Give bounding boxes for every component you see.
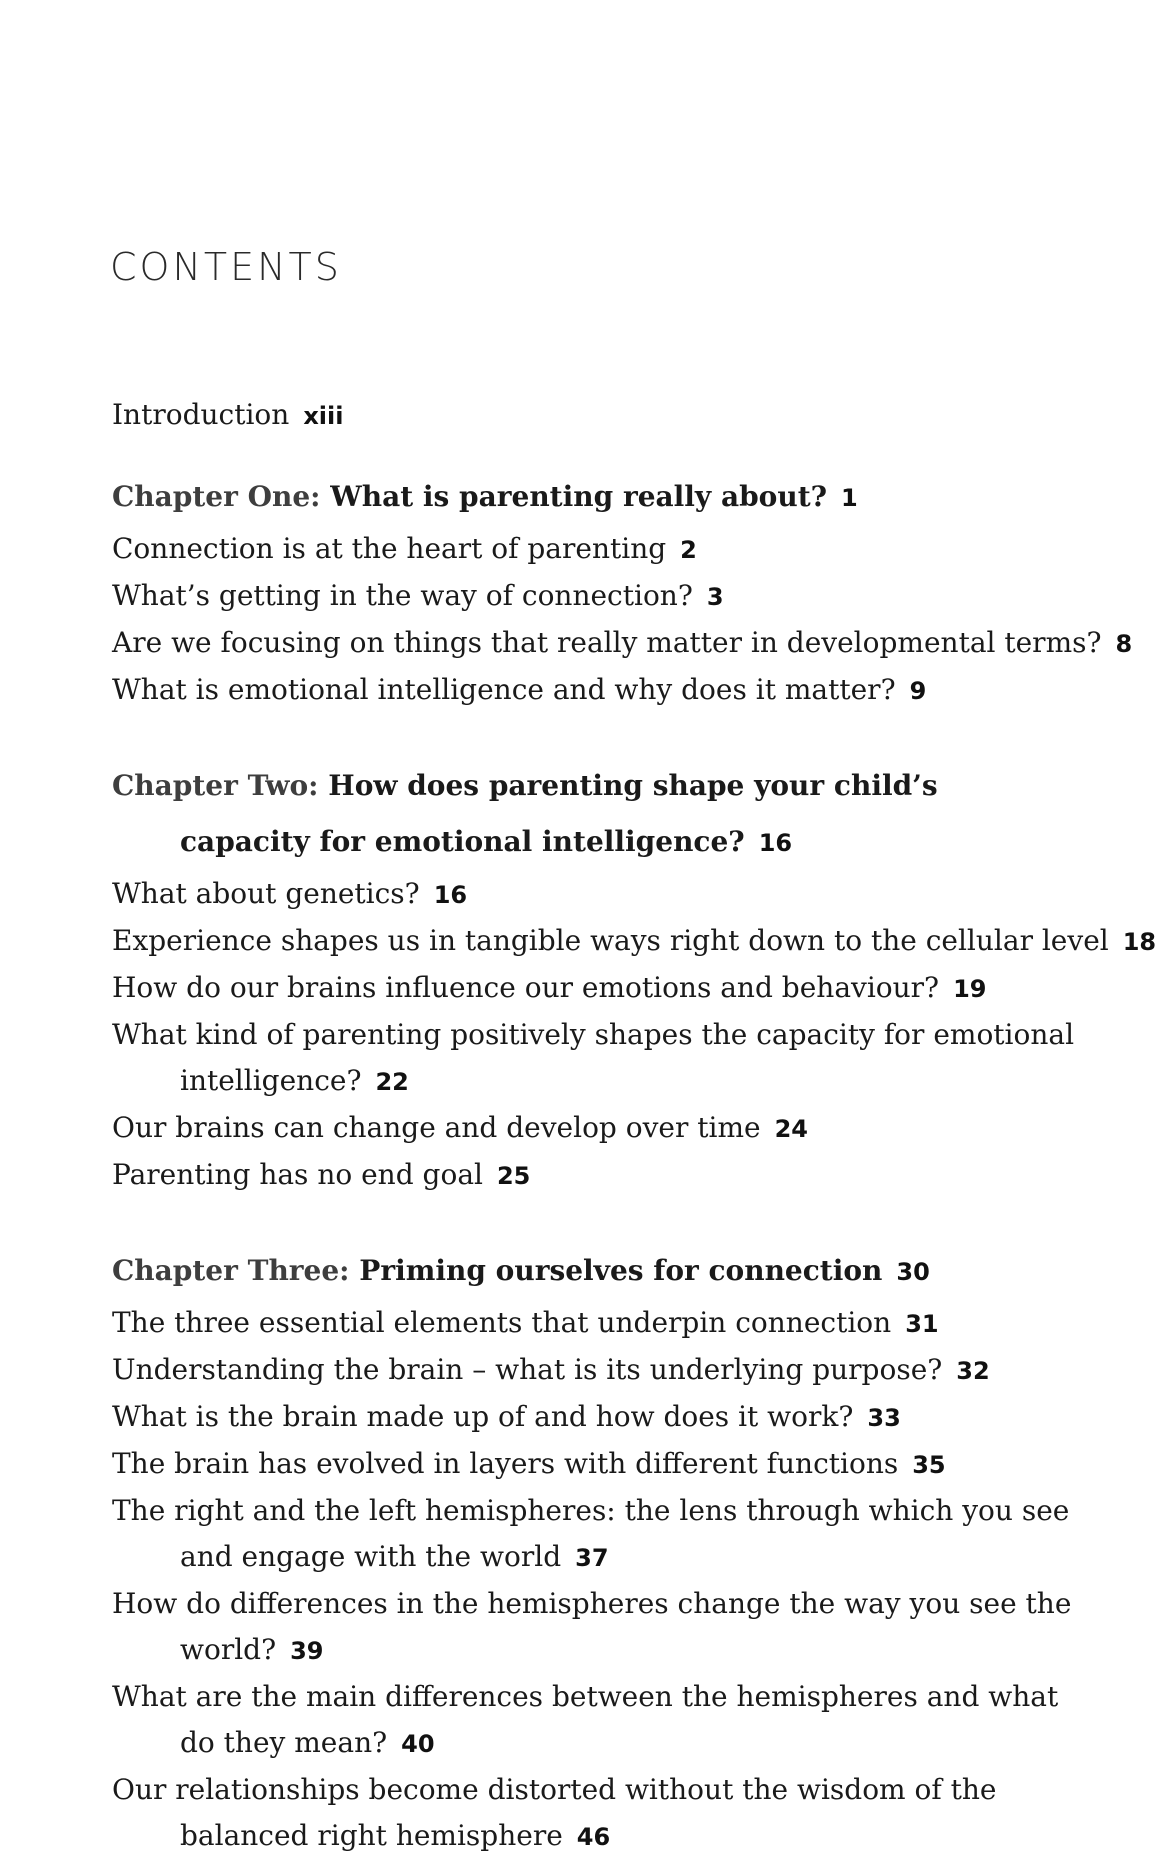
chapter-number: Chapter Two:	[112, 769, 319, 802]
toc-section	[112, 1674, 1072, 1767]
toc-section-title: Are we focusing on things that really matter in developmental terms?	[112, 626, 1102, 659]
toc-page-number: 30	[896, 1258, 930, 1286]
toc-page-number: 3	[706, 583, 724, 611]
chapter-heading	[112, 1243, 1072, 1300]
toc-section-line-2	[112, 1534, 1072, 1581]
toc-section-title-line-1: Our relationships become distorted without the wisdom of the	[112, 1773, 997, 1806]
toc-section	[112, 573, 1072, 620]
toc-section-title-line-2: balanced right hemisphere	[180, 1819, 563, 1852]
toc-page-number: 24	[774, 1115, 809, 1143]
toc-section	[112, 1347, 1072, 1394]
toc-page-number: 35	[912, 1451, 946, 1479]
toc-section-title-line-2: intelligence?	[180, 1064, 362, 1097]
toc-section-line-2	[112, 1627, 1072, 1674]
toc-page-number: 40	[401, 1730, 435, 1758]
toc-section	[112, 1488, 1072, 1581]
table-of-contents	[112, 392, 1156, 1860]
toc-page-number: 18	[1122, 928, 1156, 956]
toc-section	[112, 620, 1133, 667]
toc-page-number: 2	[680, 536, 697, 564]
toc-section-title-line-2: world?	[180, 1633, 277, 1666]
toc-section-title: What is the brain made up of and how does it work?	[112, 1400, 854, 1433]
chapter-title: Priming ourselves for connection	[359, 1254, 883, 1287]
chapter-title-line-2: capacity for emotional intelligence?	[180, 825, 745, 858]
toc-section	[112, 871, 1072, 918]
chapter-heading	[112, 758, 1072, 871]
toc-section-title-line-2: and engage with the world	[180, 1540, 562, 1573]
toc-section	[112, 1394, 1072, 1441]
toc-section-line-2	[112, 1058, 1072, 1105]
toc-section-title: Connection is at the heart of parenting	[112, 532, 667, 565]
toc-page-number: 46	[576, 1823, 611, 1851]
toc-section-title-line-1: What kind of parenting positively shapes the capacity for emotional	[112, 1018, 1075, 1051]
toc-section-title: How do our brains influence our emotions and behaviour?	[112, 971, 940, 1004]
toc-section	[112, 918, 1156, 965]
toc-page-number: 16	[758, 829, 793, 857]
toc-section-title: Experience shapes us in tangible ways right down to the cellular level	[112, 924, 1109, 957]
toc-section-line-2	[112, 1813, 1072, 1860]
toc-section	[112, 1152, 1072, 1199]
toc-entry-title: Introduction	[112, 398, 290, 431]
toc-section	[112, 526, 1072, 573]
toc-section-title: The three essential elements that underpin connection	[112, 1306, 892, 1339]
chapter-heading	[112, 469, 1072, 526]
toc-section	[112, 1581, 1072, 1674]
toc-page-number: 9	[909, 677, 927, 705]
toc-page-number: 37	[575, 1544, 609, 1572]
toc-entry-introduction	[112, 392, 1072, 439]
toc-section-title: Our brains can change and develop over time	[112, 1111, 761, 1144]
page-title: CONTENTS	[110, 245, 342, 289]
toc-section	[112, 1300, 1072, 1347]
toc-section-title-line-1: The right and the left hemispheres: the lens through which you see	[112, 1494, 1070, 1527]
toc-section-title-line-1: What are the main differences between the hemispheres and what	[112, 1680, 1059, 1713]
chapter-2	[112, 758, 1156, 1199]
chapter-3	[112, 1243, 1072, 1860]
toc-page-number: 8	[1115, 630, 1133, 658]
toc-section	[112, 965, 1072, 1012]
toc-page-number: 39	[290, 1637, 324, 1665]
toc-section	[112, 1767, 1072, 1860]
toc-page-number: 31	[905, 1310, 939, 1338]
toc-section-title-line-1: How do differences in the hemispheres change the way you see the	[112, 1587, 1072, 1620]
chapter-1	[112, 469, 1133, 714]
chapter-number: Chapter Three:	[112, 1254, 350, 1287]
toc-section-title: What is emotional intelligence and why does it matter?	[112, 673, 896, 706]
toc-page-number: 33	[867, 1404, 901, 1432]
toc-page-number: 22	[375, 1068, 409, 1096]
chapter-title: What is parenting really about?	[330, 480, 828, 513]
chapter-title-line-2-wrapper	[112, 814, 1072, 871]
toc-section-title: What about genetics?	[112, 877, 420, 910]
toc-section-line-2	[112, 1720, 1072, 1767]
toc-section	[112, 1441, 1072, 1488]
chapter-title-line-1: How does parenting shape your child’s	[328, 769, 938, 802]
spacer	[112, 1199, 1072, 1233]
toc-page-number: 25	[496, 1162, 531, 1190]
toc-section-title: What’s getting in the way of connection?	[112, 579, 693, 612]
chapter-number: Chapter One:	[112, 480, 321, 513]
toc-section-title-line-2: do they mean?	[180, 1726, 388, 1759]
toc-page-number: 16	[433, 881, 468, 909]
spacer	[112, 714, 1072, 748]
toc-section-title: Understanding the brain – what is its underlying purpose?	[112, 1353, 943, 1386]
toc-page-number: 1	[841, 484, 858, 512]
toc-section-title: The brain has evolved in layers with different functions	[112, 1447, 899, 1480]
toc-section	[112, 1105, 1072, 1152]
toc-page-number: xiii	[303, 402, 344, 430]
toc-section	[112, 667, 1072, 714]
toc-page-number: 32	[956, 1357, 990, 1385]
toc-page-number: 19	[953, 975, 987, 1003]
toc-section	[112, 1012, 1075, 1105]
toc-section-title: Parenting has no end goal	[112, 1158, 483, 1191]
